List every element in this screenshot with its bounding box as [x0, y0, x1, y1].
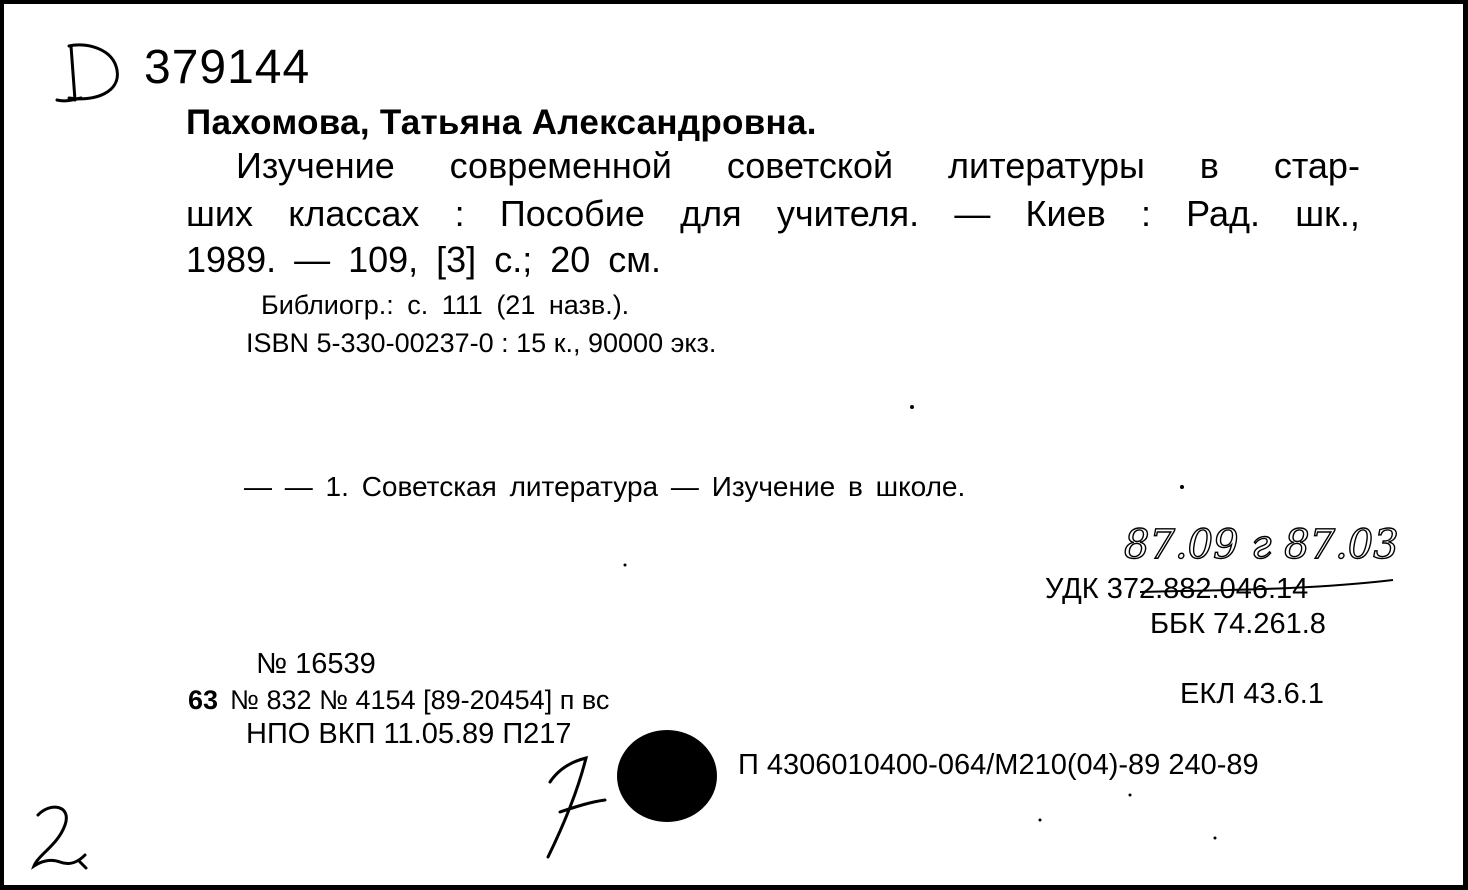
handwritten-classification-codes	[1122, 510, 1462, 580]
handwritten-two	[30, 800, 90, 875]
ink-blot	[615, 728, 720, 823]
title-word: —	[954, 193, 991, 234]
handwritten-two-text: 2	[30, 800, 31, 801]
call-number: 379144	[144, 41, 311, 94]
title-line-1	[236, 145, 1360, 186]
title-word: Изучение	[236, 145, 395, 186]
udk-strikethrough	[1138, 572, 1398, 602]
card-border-right	[1463, 0, 1468, 890]
ekl-code: ЕКЛ 43.6.1	[1180, 678, 1324, 710]
bbk-code: ББК 74.261.8	[1150, 608, 1326, 640]
title-word: стар-	[1273, 145, 1360, 186]
imprint-line: 1989. — 109, [3] с.; 20 см.	[186, 239, 661, 280]
title-word: в	[1199, 145, 1219, 186]
title-word: Рад.	[1186, 193, 1261, 234]
handwritten-d-mark	[55, 38, 125, 106]
title-word: учителя.	[776, 193, 920, 234]
publisher-code-line: П 4306010400-064/М210(04)-89 240-89	[738, 749, 1259, 781]
handwritten-seven	[540, 752, 610, 862]
author-heading: Пахомова, Татьяна Александровна.	[186, 103, 817, 142]
title-word: для	[680, 193, 742, 234]
title-word: классах	[288, 193, 420, 234]
title-word: ших	[186, 193, 253, 234]
title-word: советской	[726, 145, 894, 186]
subject-heading: — — 1. Советская литература — Изучение в школе.	[244, 471, 966, 502]
order-details: № 832 № 4154 [89-20454] п вс	[230, 685, 610, 715]
udk-value: 372.882.046.14	[1106, 573, 1309, 605]
npo-line: НПО ВКП 11.05.89 П217	[246, 718, 572, 750]
card-border-bottom	[0, 885, 1468, 890]
title-word: Киев	[1025, 193, 1106, 234]
card-border-left	[0, 0, 4, 890]
title-word: шк.,	[1295, 193, 1360, 234]
order-line	[188, 687, 609, 714]
isbn-line: ISBN 5-330-00237-0 : 15 к., 90000 экз.	[246, 328, 717, 358]
title-word: современной	[449, 145, 672, 186]
title-word: литературы	[948, 145, 1145, 186]
card-border-top	[0, 0, 1468, 4]
registration-number: № 16539	[256, 648, 376, 680]
title-word: Пособие	[499, 193, 645, 234]
handwritten-codes-text: 87.09 г 87.03	[1124, 522, 1399, 568]
udk-label: УДК	[1045, 573, 1099, 605]
title-line-2	[186, 193, 1360, 234]
bibliography-note: Библиогр.: с. 111 (21 назв.).	[261, 290, 630, 320]
title-word: :	[454, 193, 465, 234]
handwritten-seven-text: 7	[540, 752, 541, 753]
order-prefix: 63	[188, 685, 219, 715]
title-word: :	[1140, 193, 1151, 234]
